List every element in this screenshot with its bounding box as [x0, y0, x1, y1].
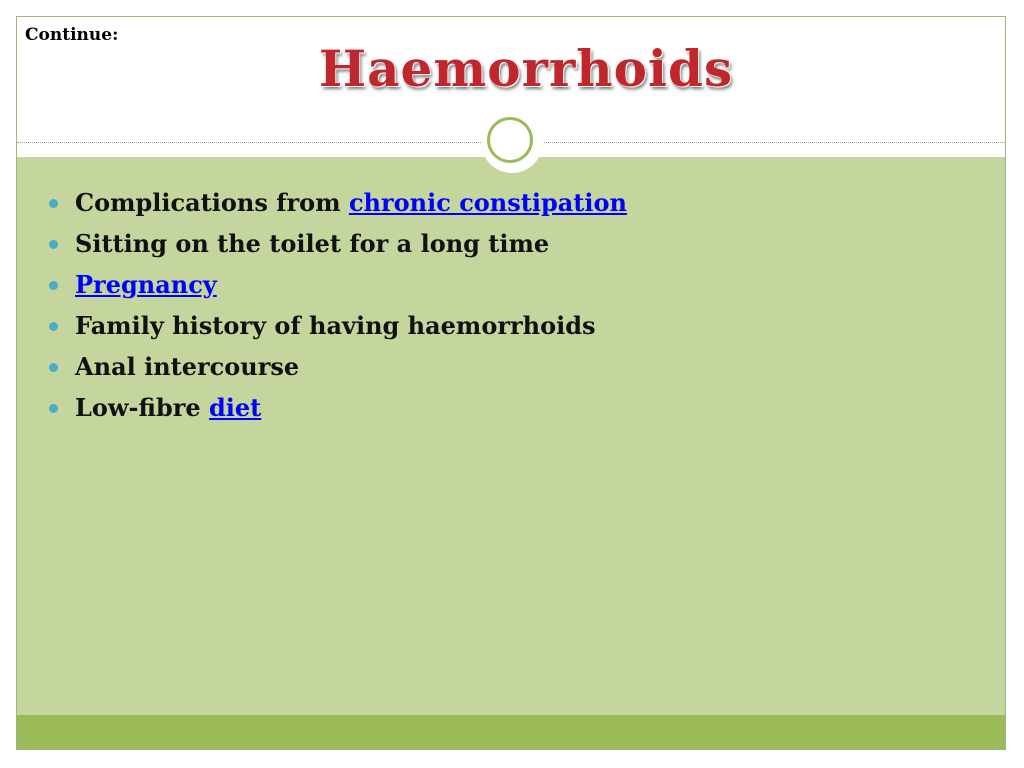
bullet-dot-icon	[49, 404, 58, 413]
bullet-dot-icon	[49, 281, 58, 290]
link-chronic-constipation[interactable]: chronic constipation	[348, 188, 627, 217]
link-pregnancy[interactable]: Pregnancy	[75, 270, 217, 299]
bullet-text: Anal intercourse	[75, 352, 300, 381]
bullet-text: Low-fibre	[75, 393, 210, 422]
bullet-text: Sitting on the toilet for a long time	[75, 229, 550, 258]
bullet-text: Complications from	[75, 188, 349, 217]
bullet-text: Family history of having haemorrhoids	[75, 311, 596, 340]
bullet-item-pregnancy	[47, 267, 627, 308]
link-diet[interactable]: diet	[209, 393, 262, 422]
bullet-item-low-fibre	[47, 390, 627, 431]
bullet-dot-icon	[49, 199, 58, 208]
bullet-item-family-history	[47, 308, 627, 349]
bullet-item-toilet	[47, 226, 627, 267]
slide-title: Haemorrhoids	[318, 39, 734, 98]
bullet-item-constipation	[47, 185, 627, 226]
slide	[16, 16, 1006, 750]
bullet-item-anal-intercourse	[47, 349, 627, 390]
bullet-dot-icon	[49, 240, 58, 249]
bullet-list	[47, 185, 627, 431]
circle-ring-icon	[487, 117, 533, 163]
continue-label: Continue:	[25, 25, 119, 45]
bullet-dot-icon	[49, 363, 58, 372]
footer-bar	[17, 715, 1005, 750]
bullet-dot-icon	[49, 322, 58, 331]
